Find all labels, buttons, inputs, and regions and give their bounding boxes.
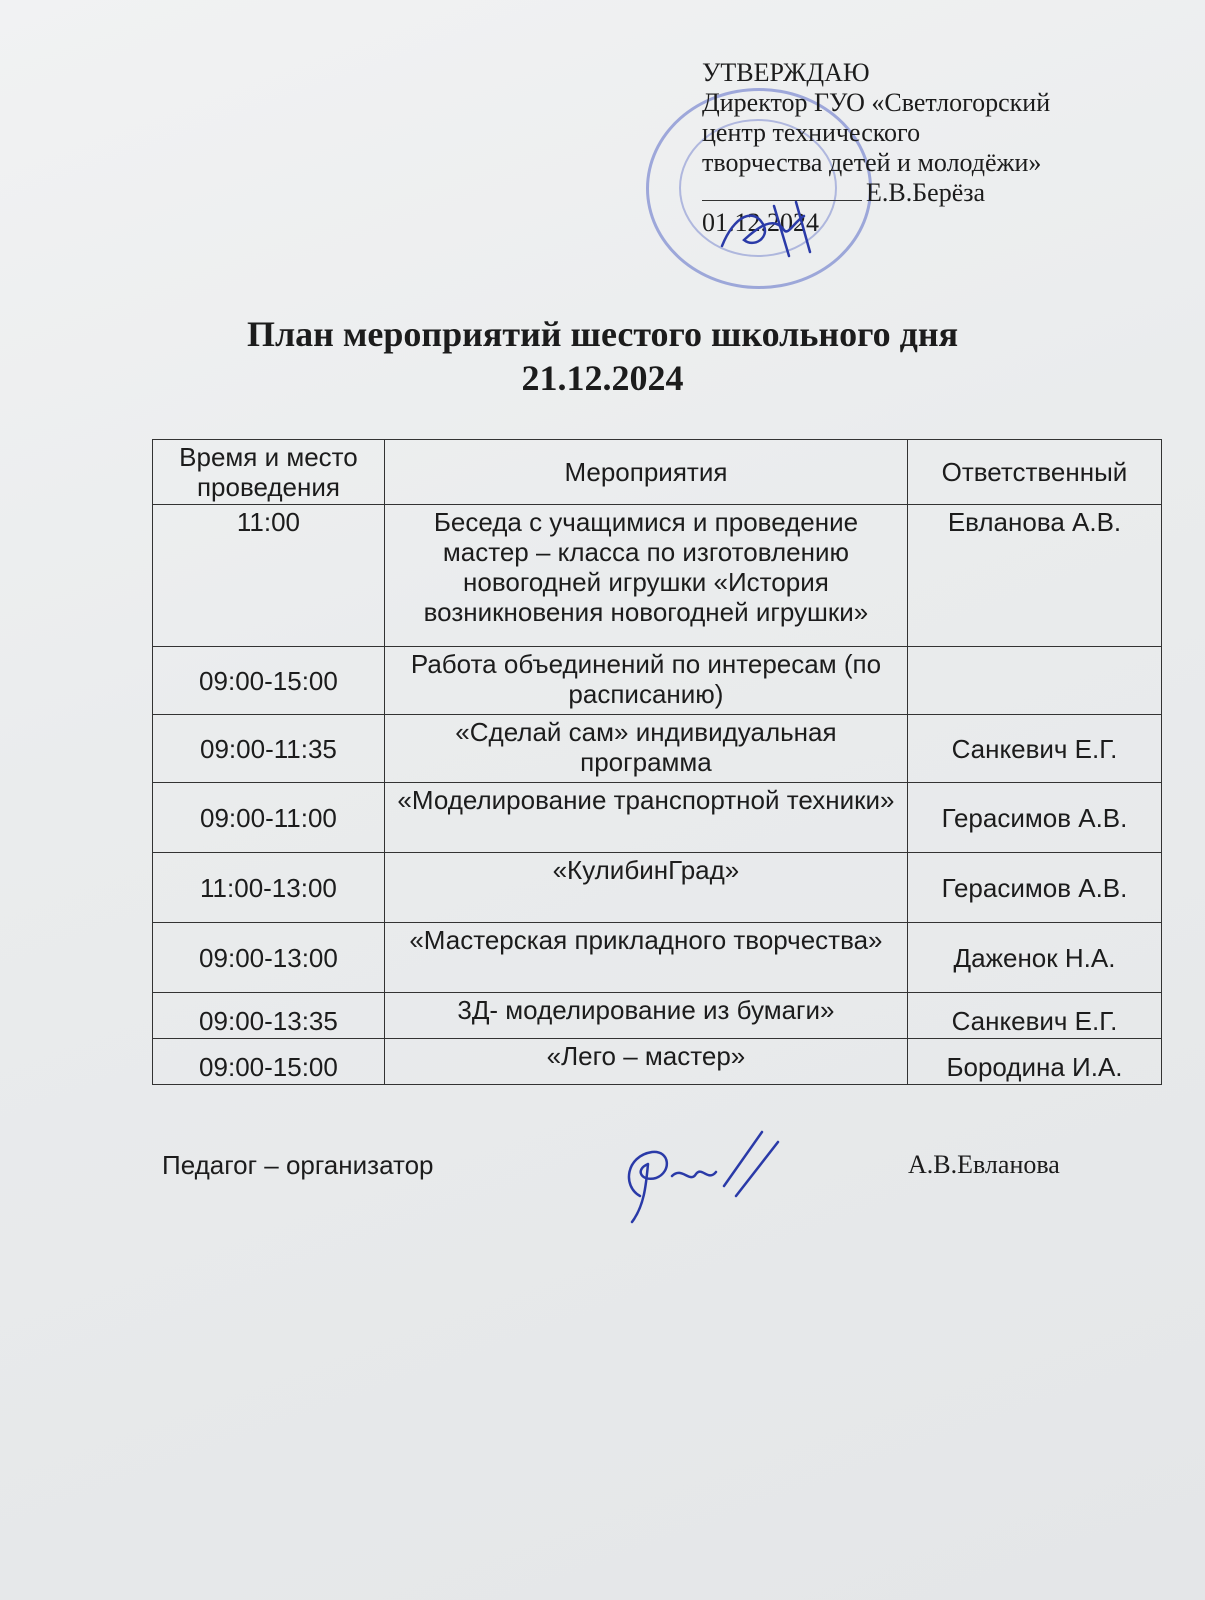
row-time: 11:00-13:00 bbox=[153, 853, 385, 923]
approval-date: 01.12.2024 bbox=[702, 208, 819, 237]
row-time: 09:00-13:00 bbox=[153, 923, 385, 993]
row-responsible: Санкевич Е.Г. bbox=[907, 715, 1161, 783]
row-event: «Лего – мастер» bbox=[384, 1039, 907, 1085]
events-table bbox=[152, 439, 1162, 1085]
row-responsible: Бородина И.А. bbox=[907, 1039, 1161, 1085]
row-time: 09:00-11:00 bbox=[153, 783, 385, 853]
row-time: 09:00-11:35 bbox=[153, 715, 385, 783]
row-responsible: Санкевич Е.Г. bbox=[907, 993, 1161, 1039]
table-header-row bbox=[153, 440, 1162, 505]
approval-heading: УТВЕРЖДАЮ bbox=[702, 58, 870, 87]
row-event: 3Д- моделирование из бумаги» bbox=[384, 993, 907, 1039]
row-event: «Сделай сам» индивидуальная программа bbox=[384, 715, 907, 783]
footer-name: А.В.Евланова bbox=[908, 1150, 1060, 1179]
row-responsible: Герасимов А.В. bbox=[907, 853, 1161, 923]
approval-org-line-1: центр технического bbox=[702, 118, 921, 147]
row-event: Работа объединений по интересам (по расписанию) bbox=[384, 647, 907, 715]
row-event: «Моделирование транспортной техники» bbox=[384, 783, 907, 853]
approval-org-line-2: творчества детей и молодёжи» bbox=[702, 148, 1042, 177]
table-row bbox=[153, 853, 1162, 923]
title-date: 21.12.2024 bbox=[521, 358, 684, 398]
title-line-1: План мероприятий шестого школьного дня bbox=[246, 314, 959, 354]
table-row bbox=[153, 505, 1162, 647]
approval-signer: Е.В.Берёза bbox=[866, 178, 986, 207]
row-time: 11:00 bbox=[153, 505, 385, 647]
row-event: Беседа с учащимися и проведение мастер – класса по изготовлению новогодней игрушки «История возникновения новогодней игрушки» bbox=[384, 505, 907, 647]
table-row bbox=[153, 1039, 1162, 1085]
row-responsible: Герасимов А.В. bbox=[907, 783, 1161, 853]
row-responsible bbox=[907, 647, 1161, 715]
table-row bbox=[153, 647, 1162, 715]
footer-role: Педагог – организатор bbox=[162, 1150, 434, 1180]
row-time: 09:00-15:00 bbox=[153, 1039, 385, 1085]
document-title bbox=[0, 312, 1205, 400]
header-events: Мероприятия bbox=[384, 440, 907, 505]
table-row bbox=[153, 923, 1162, 993]
row-event: «КулибинГрад» bbox=[384, 853, 907, 923]
row-time: 09:00-15:00 bbox=[153, 647, 385, 715]
row-responsible: Даженок Н.А. bbox=[907, 923, 1161, 993]
row-responsible: Евланова А.В. bbox=[907, 505, 1161, 647]
organizer-signature-icon bbox=[612, 1126, 782, 1236]
table-row bbox=[153, 783, 1162, 853]
header-time: Время и место проведения bbox=[153, 440, 385, 505]
header-responsible: Ответственный bbox=[907, 440, 1161, 505]
table-row bbox=[153, 993, 1162, 1039]
row-event: «Мастерская прикладного творчества» bbox=[384, 923, 907, 993]
row-time: 09:00-13:35 bbox=[153, 993, 385, 1039]
table-row bbox=[153, 715, 1162, 783]
director-signature-icon bbox=[714, 196, 824, 266]
approval-position: Директор ГУО «Светлогорский bbox=[702, 88, 1051, 117]
